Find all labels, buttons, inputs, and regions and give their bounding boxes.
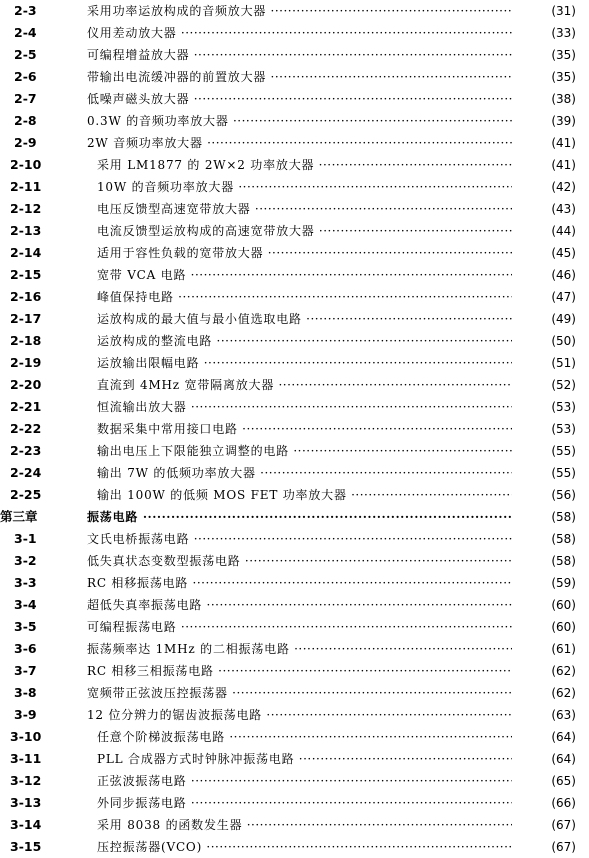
toc-entry-row xyxy=(0,88,589,110)
section-number: 2-22 xyxy=(10,421,42,436)
section-title: 超低失真率振荡电路 ····· xyxy=(87,594,512,616)
page-number: (53) xyxy=(551,422,576,436)
section-number: 3-12 xyxy=(10,773,42,788)
section-number: 3-4 xyxy=(14,597,37,612)
section-title: 恒流输出放大器 ····· xyxy=(97,396,512,418)
toc-entry-row xyxy=(0,66,589,88)
page-number: (62) xyxy=(551,686,576,700)
toc-entry-row xyxy=(0,770,589,792)
page-number: (58) xyxy=(551,510,576,524)
section-number: 3-13 xyxy=(10,795,42,810)
section-title: 低失真状态变数型振荡电路 ····· xyxy=(87,550,512,572)
page-number: (65) xyxy=(551,774,576,788)
section-title: 运放构成的整流电路 ····· xyxy=(97,330,512,352)
section-title: 电流反馈型运放构成的高速宽带放大器 ····· xyxy=(97,220,512,242)
section-title: 带输出电流缓冲器的前置放大器 ····· xyxy=(87,66,512,88)
page-number: (52) xyxy=(551,378,576,392)
section-number: 3-9 xyxy=(14,707,37,722)
toc-entry-row xyxy=(0,528,589,550)
toc-entry-row xyxy=(0,572,589,594)
section-title: 0.3W 的音频功率放大器 ····· xyxy=(87,110,512,132)
page-number: (38) xyxy=(551,92,576,106)
section-number: 2-17 xyxy=(10,311,42,326)
section-number: 2-8 xyxy=(14,113,37,128)
section-title: 压控振荡器(VCO) ····· xyxy=(97,836,512,858)
section-number: 2-6 xyxy=(14,69,37,84)
section-title: 2W 音频功率放大器 ····· xyxy=(87,132,512,154)
page-number: (43) xyxy=(551,202,576,216)
toc-entry-row xyxy=(0,836,589,858)
section-title: 数据采集中常用接口电路 ····· xyxy=(97,418,512,440)
toc-entry-row xyxy=(0,132,589,154)
toc-entry-row xyxy=(0,682,589,704)
section-number: 2-19 xyxy=(10,355,42,370)
toc-entry-row xyxy=(0,198,589,220)
toc-entry-row xyxy=(0,792,589,814)
toc-entry-row xyxy=(0,462,589,484)
chapter-title: 振荡电路 ····· xyxy=(87,506,512,528)
section-number: 2-13 xyxy=(10,223,42,238)
page-number: (59) xyxy=(551,576,576,590)
toc-entry-row xyxy=(0,0,589,22)
section-number: 3-11 xyxy=(10,751,42,766)
page-number: (35) xyxy=(551,70,576,84)
section-title: 采用 LM1877 的 2W×2 功率放大器 ····· xyxy=(97,154,512,176)
section-number: 2-4 xyxy=(14,25,37,40)
section-title: 低噪声磁头放大器 ····· xyxy=(87,88,512,110)
toc-entry-row xyxy=(0,352,589,374)
toc-entry-row xyxy=(0,176,589,198)
page-number: (60) xyxy=(551,620,576,634)
page-number: (42) xyxy=(551,180,576,194)
section-number: 2-12 xyxy=(10,201,42,216)
page-number: (67) xyxy=(551,818,576,832)
page-number: (58) xyxy=(551,532,576,546)
toc-entry-row xyxy=(0,418,589,440)
toc-entry-row xyxy=(0,242,589,264)
section-number: 2-24 xyxy=(10,465,42,480)
page-number: (50) xyxy=(551,334,576,348)
section-title: 峰值保持电路 ····· xyxy=(97,286,512,308)
toc-entry-row xyxy=(0,308,589,330)
section-number: 2-11 xyxy=(10,179,42,194)
section-title: 仪用差动放大器 ····· xyxy=(87,22,512,44)
toc-entry-row xyxy=(0,814,589,836)
section-title: 可编程增益放大器 ····· xyxy=(87,44,512,66)
page-number: (53) xyxy=(551,400,576,414)
section-number: 2-3 xyxy=(14,3,37,18)
section-title: 直流到 4MHz 宽带隔离放大器 ····· xyxy=(97,374,512,396)
section-number: 2-21 xyxy=(10,399,42,414)
toc-entry-row xyxy=(0,330,589,352)
section-title: 采用 8038 的函数发生器 ····· xyxy=(97,814,512,836)
section-title: 输出电压上下限能独立调整的电路 ····· xyxy=(97,440,512,462)
page-number: (58) xyxy=(551,554,576,568)
page-number: (55) xyxy=(551,466,576,480)
section-title: PLL 合成器方式时钟脉冲振荡电路 ····· xyxy=(97,748,512,770)
page-number: (64) xyxy=(551,730,576,744)
section-title: RC 相移振荡电路 ····· xyxy=(87,572,512,594)
page-number: (55) xyxy=(551,444,576,458)
page-number: (51) xyxy=(551,356,576,370)
section-title: 输出 100W 的低频 MOS FET 功率放大器 ····· xyxy=(97,484,512,506)
toc-entry-row xyxy=(0,286,589,308)
page-number: (41) xyxy=(551,136,576,150)
section-title: 电压反馈型高速宽带放大器 ····· xyxy=(97,198,512,220)
section-number: 3-14 xyxy=(10,817,42,832)
page-number: (45) xyxy=(551,246,576,260)
page-number: (35) xyxy=(551,48,576,62)
toc-entry-row xyxy=(0,616,589,638)
page-number: (41) xyxy=(551,158,576,172)
toc-entry-row xyxy=(0,484,589,506)
toc-entry-row xyxy=(0,550,589,572)
page-number: (63) xyxy=(551,708,576,722)
section-number: 2-20 xyxy=(10,377,42,392)
toc-entry-row xyxy=(0,264,589,286)
toc-entry-row xyxy=(0,440,589,462)
toc-entry-row xyxy=(0,594,589,616)
toc-entry-row xyxy=(0,396,589,418)
toc-entry-row xyxy=(0,374,589,396)
chapter-number: 第三章 xyxy=(0,509,38,524)
section-number: 3-6 xyxy=(14,641,37,656)
section-number: 2-16 xyxy=(10,289,42,304)
page-number: (46) xyxy=(551,268,576,282)
section-number: 3-7 xyxy=(14,663,37,678)
toc-entry-row xyxy=(0,220,589,242)
toc-entry-row xyxy=(0,726,589,748)
page-number: (47) xyxy=(551,290,576,304)
toc-entry-row xyxy=(0,110,589,132)
page-number: (44) xyxy=(551,224,576,238)
section-title: 10W 的音频功率放大器 ····· xyxy=(97,176,512,198)
section-number: 2-14 xyxy=(10,245,42,260)
section-number: 2-7 xyxy=(14,91,37,106)
section-title: 运放构成的最大值与最小值选取电路 ····· xyxy=(97,308,512,330)
section-title: 正弦波振荡电路 ····· xyxy=(97,770,512,792)
section-title: 采用功率运放构成的音频放大器 ····· xyxy=(87,0,512,22)
section-title: RC 相移三相振荡电路 ····· xyxy=(87,660,512,682)
section-number: 2-23 xyxy=(10,443,42,458)
section-title: 运放输出限幅电路 ····· xyxy=(97,352,512,374)
section-number: 2-25 xyxy=(10,487,42,502)
section-number: 3-5 xyxy=(14,619,37,634)
section-number: 3-10 xyxy=(10,729,42,744)
page-number: (33) xyxy=(551,26,576,40)
page-number: (62) xyxy=(551,664,576,678)
section-title: 振荡频率达 1MHz 的二相振荡电路 ····· xyxy=(87,638,512,660)
section-title: 12 位分辨力的锯齿波振荡电路 ····· xyxy=(87,704,512,726)
toc-chapter-row xyxy=(0,506,589,528)
page-number: (39) xyxy=(551,114,576,128)
section-title: 输出 7W 的低频功率放大器 ····· xyxy=(97,462,512,484)
section-number: 2-9 xyxy=(14,135,37,150)
page-number: (31) xyxy=(551,4,576,18)
section-title: 宽频带正弦波压控振荡器 ····· xyxy=(87,682,512,704)
page-number: (66) xyxy=(551,796,576,810)
section-number: 2-18 xyxy=(10,333,42,348)
section-title: 宽带 VCA 电路 ····· xyxy=(97,264,512,286)
page-number: (61) xyxy=(551,642,576,656)
page-number: (67) xyxy=(551,840,576,854)
section-title: 外同步振荡电路 ····· xyxy=(97,792,512,814)
toc-entry-row xyxy=(0,660,589,682)
toc-entry-row xyxy=(0,638,589,660)
section-number: 3-8 xyxy=(14,685,37,700)
toc-entry-row xyxy=(0,22,589,44)
toc-entry-row xyxy=(0,154,589,176)
section-title: 任意个阶梯波振荡电路 ····· xyxy=(97,726,512,748)
section-number: 2-10 xyxy=(10,157,42,172)
section-title: 文氏电桥振荡电路 ····· xyxy=(87,528,512,550)
section-number: 3-3 xyxy=(14,575,37,590)
toc-entry-row xyxy=(0,44,589,66)
page-number: (56) xyxy=(551,488,576,502)
page-number: (60) xyxy=(551,598,576,612)
toc-entry-row xyxy=(0,704,589,726)
section-number: 3-1 xyxy=(14,531,37,546)
section-number: 2-15 xyxy=(10,267,42,282)
section-title: 可编程振荡电路 ····· xyxy=(87,616,512,638)
page-number: (64) xyxy=(551,752,576,766)
section-number: 3-15 xyxy=(10,839,42,854)
section-title: 适用于容性负载的宽带放大器 ····· xyxy=(97,242,512,264)
page-number: (49) xyxy=(551,312,576,326)
section-number: 3-2 xyxy=(14,553,37,568)
section-number: 2-5 xyxy=(14,47,37,62)
toc-entry-row xyxy=(0,748,589,770)
